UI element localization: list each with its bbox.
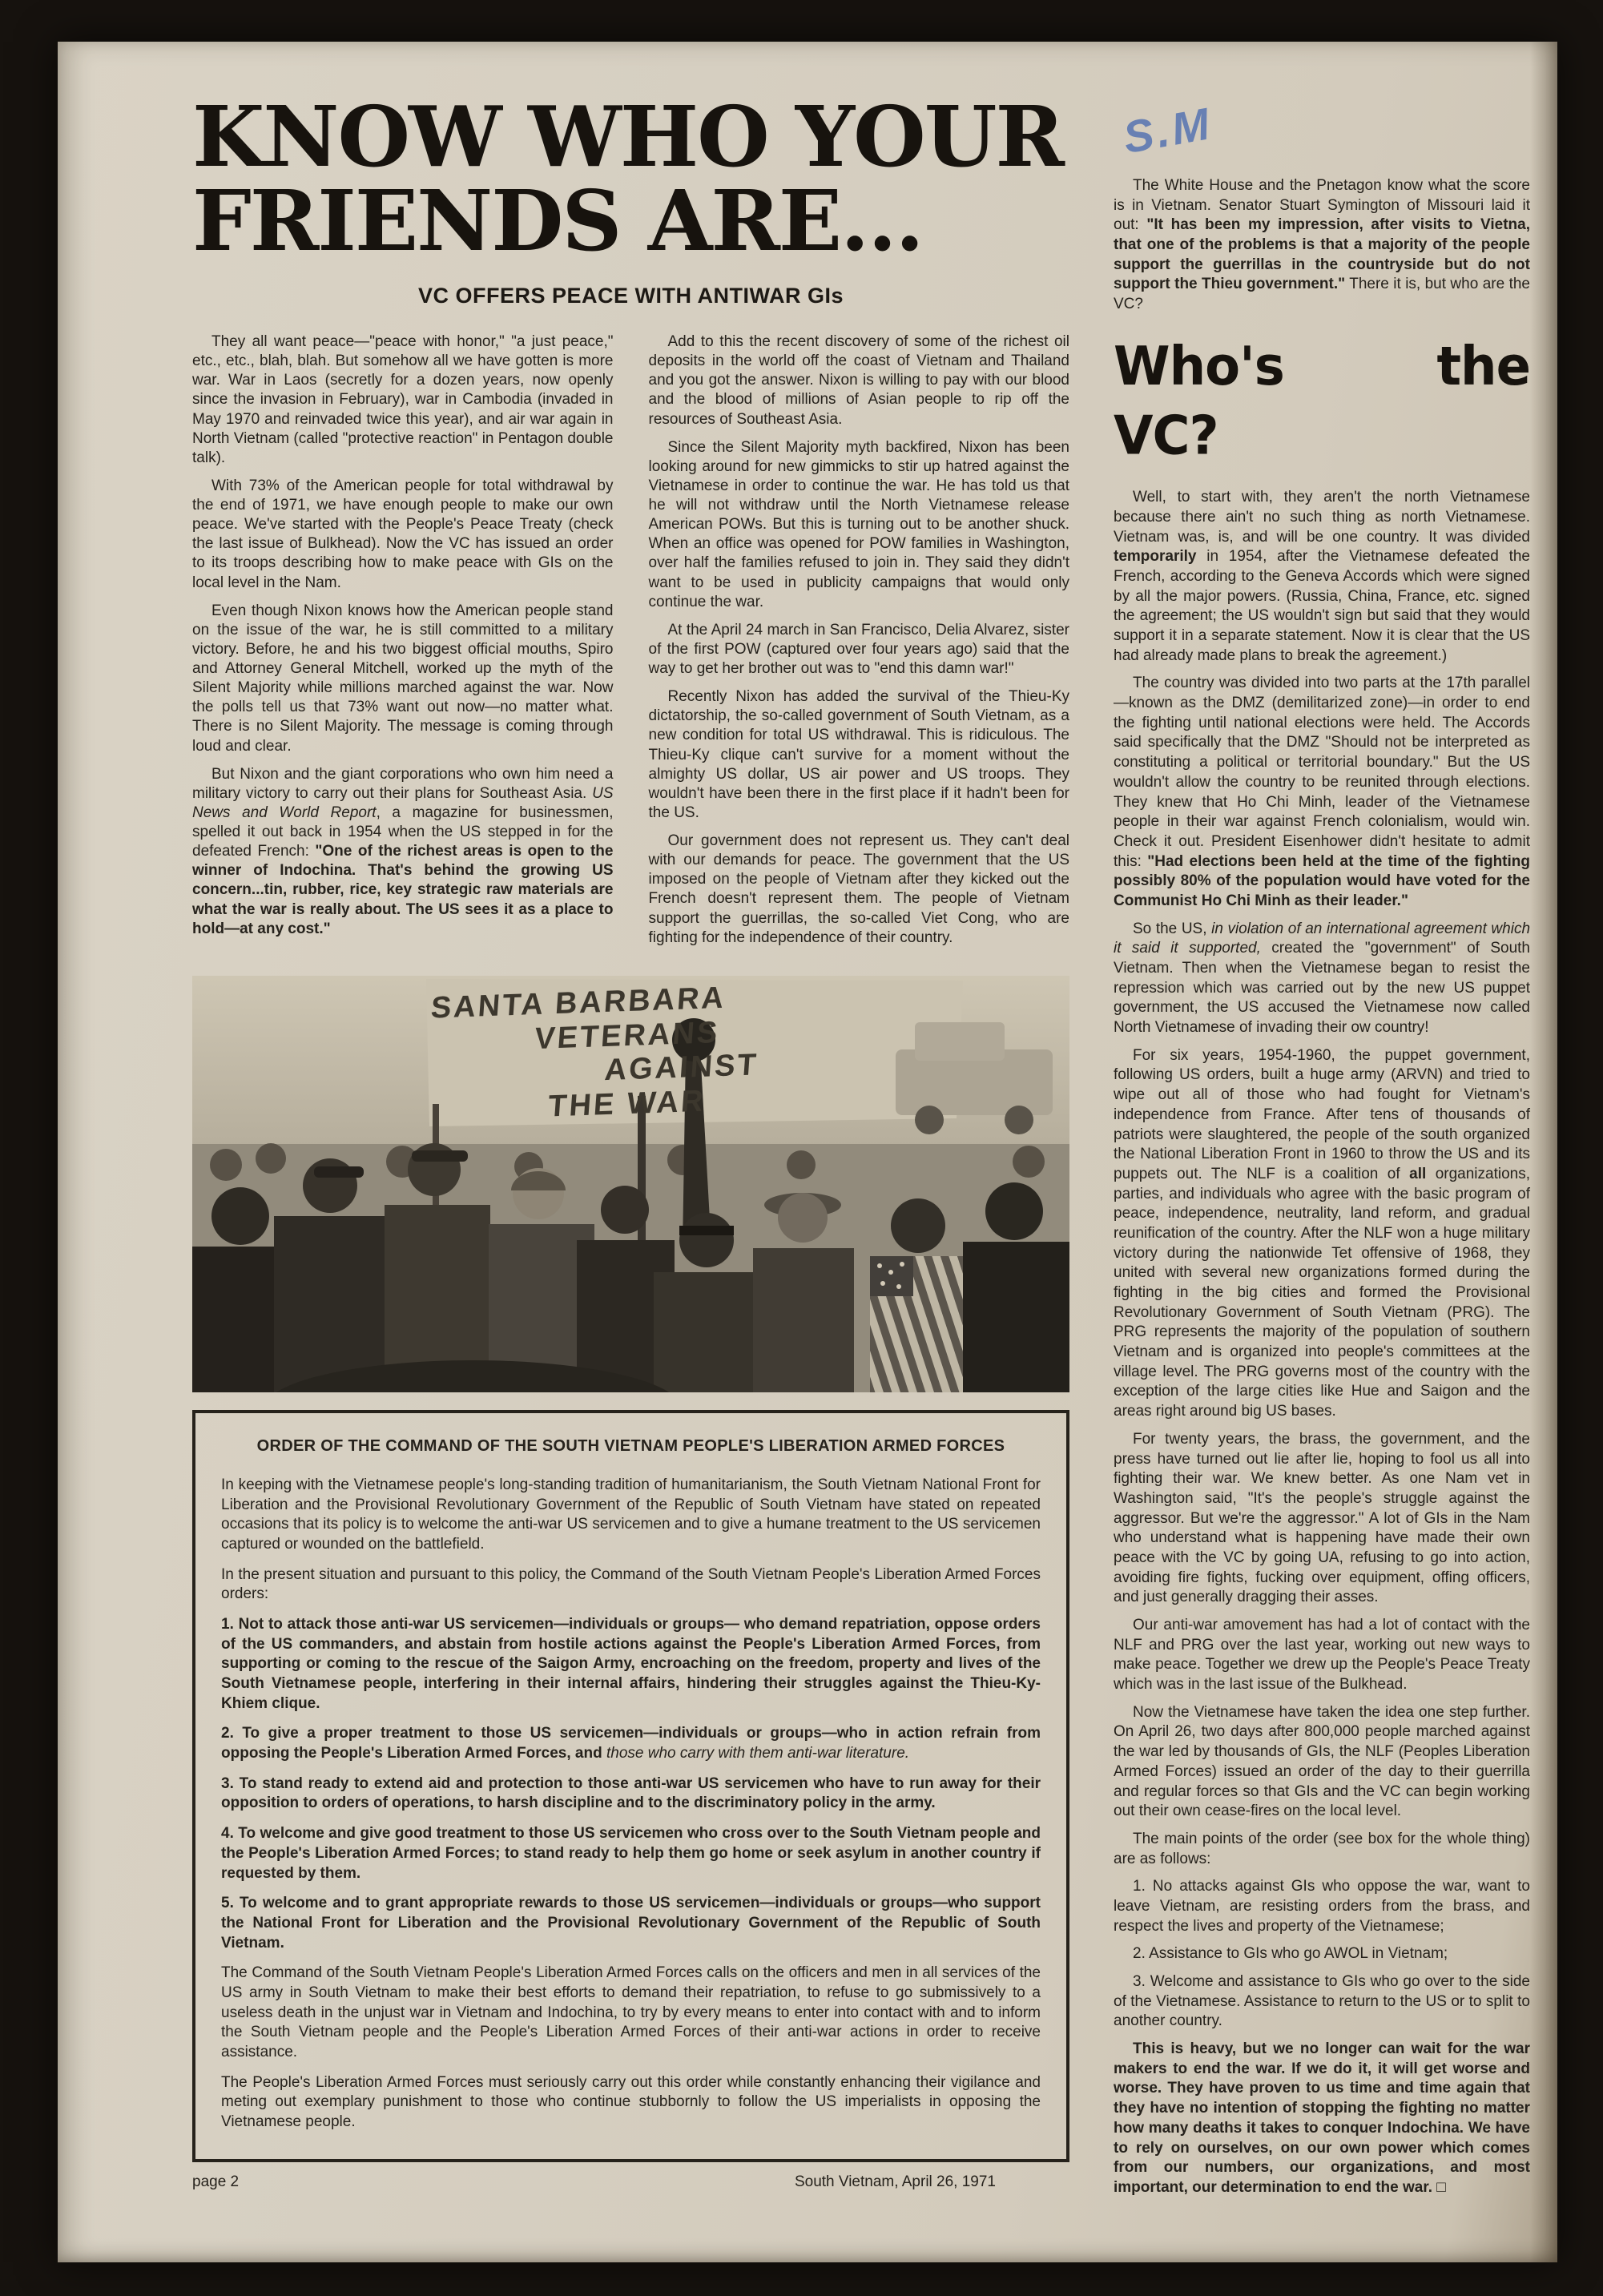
- article-column-2: [649, 332, 1070, 957]
- paragraph: 3. To stand ready to extend aid and protection to those anti-war US servicemen who have to run away for their opposition to orders of operations, to harsh discipline and to the discriminatory policy in the army.: [221, 1774, 1041, 1812]
- headline-line-2: FRIENDS ARE...: [192, 171, 923, 271]
- article-columns: [192, 332, 1069, 957]
- paragraph: Our government does not represent us. They can't deal with our demands for peace. The government that the US imposed on the people of Vietnam after they kicked out the French doesn't represent them. The people of Vietnam support the guerrillas, the so-called Viet Cong, who are fighting for the independence of their country.: [648, 832, 1069, 946]
- newspaper-page: [58, 42, 1557, 2262]
- paragraph: But Nixon and the giant corporations who own him need a military victory to carry out their plans for Southeast Asia. US News and World Report, a magazine for businessmen, spelled it out back in 1954 when the US stepped in for the defeated French: "One of the richest areas is open to the winner of Indochina. That's behind the growing US concern...tin, rubber, rice, key strategic raw materials are what the war is really about. The US sees it as a place to hold—at any cost.": [192, 765, 614, 937]
- paragraph: The White House and the Pnetagon know what the score is in Vietnam. Senator Stuart Symington of Missouri laid it out: "It has been my impression, after visits to Vietna, that one of the problems is that a majority of the people support the guerrillas in the countryside but do not support the Thieu government." There it is, but who are the VC?: [1114, 177, 1530, 313]
- article-column-1: [192, 332, 614, 957]
- page-footer: [192, 2173, 1069, 2191]
- paragraph: Even though Nixon knows how the American people stand on the issue of the war, he is still committed to a military victory. Before, he and his two biggest official mouths, Spiro and Attorney General Mitchell, worked up the myth of the Silent Majority while millions marched against the war. Now the polls tell us that 73% want out now—no matter what. There is no Silent Majority. The message is coming through loud and clear.: [192, 602, 614, 755]
- order-box: [192, 1410, 1069, 2162]
- sign-line: THE WAR: [546, 1084, 707, 1124]
- paragraph: For twenty years, the brass, the government, and the press have turned out lie after lie, hoping to fool us all into fighting their war. We knew better. As one Nam vet in Washington said, "It's the people's struggle against the aggressor. But we're the aggressor." A lot of GIs in the Nam who understand what is happening have made their own peace with the VC by going UA, refusing to go into action, avoiding fire fights, fucking over equipment, offing officers, and just generally dragging their asses.: [1114, 1430, 1530, 1606]
- paragraph: For six years, 1954-1960, the puppet government, following US orders, built a huge army (ARVN) and tried to wipe out all of those who had fought for Vietnam's independence from France. After tens of thousands of patriots were slaughtered, the people of the south organized the National Liberation Front in 1960 to throw the US and its puppets out. The NLF is a coalition of all organizations, parties, and individuals who agree with the basic program of peace, independence, neutrality, land reform, and gradual reunification of the country. After the NLF won a huge military victory during the nationwide Tet offensive of 1968, they united with several new organizations formed during the fighting in the big cities and formed the Provisional Revolutionary Government of South Vietnam (PRG). The PRG represents the majority of the population of southern Vietnam and is organized into people's committees at the village level. The PRG governs most of the country with the exception of the large cities like Hue and Saigon and the areas right around big US bases.: [1114, 1046, 1531, 1420]
- article-subhead: VC OFFERS PEACE WITH ANTIWAR GIs: [417, 284, 844, 308]
- paragraph: 5. To welcome and to grant appropriate rewards to those US servicemen—individuals or groups—who support the National Front for Liberation and the Provisional Revolutionary Government of the Republic of South Vietnam.: [221, 1895, 1041, 1952]
- paragraph: 4. To welcome and give good treatment to those US servicemen who cross over to the South Vietnam people and the People's Liberation Armed Forces; to stand ready to help them go home or seek asylum in another country if requested by them.: [221, 1825, 1041, 1882]
- paragraph: 2. Assistance to GIs who go AWOL in Vietnam;: [1133, 1945, 1448, 1963]
- paragraph: The main points of the order (see box for the whole thing) are as follows:: [1114, 1830, 1530, 1867]
- order-box-title: ORDER OF THE COMMAND OF THE SOUTH VIETNAM PEOPLE'S LIBERATION ARMED FORCES: [256, 1436, 1005, 1455]
- paragraph: Add to this the recent discovery of some of the richest oil deposits in the world off the coast of Vietnam and Thailand and you got the answer. Nixon is willing to pay with our blood and the blood of millions of Asian people to rip off the resources of Southeast Asia.: [648, 333, 1069, 428]
- headline-line-1: KNOW WHO YOUR: [192, 87, 1063, 186]
- paragraph: The country was divided into two parts at the 17th parallel—known as the DMZ (demilitarized zone)—in order to end the fighting until national elections were held. The Accords said specifically that the DMZ "Should not be interpreted as constituting a political or territorial boundary." But the US wouldn't allow the country to be reunited through elections. They knew that Ho Chi Minh, leader of the Vietnamese people in their war against French colonialism, would win. Check it out. President Eisenhower didn't hesitate to admit this: "Had elections been held at the time of the fighting possibly 80% of the population would have voted for the Communist Ho Chi Minh as their leader.": [1114, 675, 1530, 909]
- paragraph: Our anti-war amovement has had a lot of contact with the NLF and PRG over the last year, working out new ways to make peace. Together we drew up the People's Peace Treaty which was in the last issue of the Bulkhead.: [1114, 1617, 1530, 1694]
- paragraph: 3. Welcome and assistance to GIs who go over to the side of the Vietnamese. Assistance to return to the US or to split to another country.: [1114, 1973, 1530, 2030]
- intro-paragraph: [1114, 176, 1530, 315]
- vc-headline: Who's the VC?: [1114, 336, 1530, 468]
- page-number: page 2: [192, 2173, 240, 2190]
- paragraph: 1. No attacks against GIs who oppose the war, want to leave Vietnam, are resisting orders from the brass, and respect the lives and property of the Vietnamese;: [1114, 1878, 1530, 1935]
- sign-line: VETERANS: [533, 1015, 721, 1056]
- paragraph: 2. To give a proper treatment to those US servicemen—individuals or groups—who in action refrain from opposing the People's Liberation Armed Forces, and those who carry with them anti-war literature.: [221, 1725, 1041, 1762]
- paragraph: Since the Silent Majority myth backfired, Nixon has been looking around for new gimmicks to stir up hatred against the Vietnamese in order to continue the war. He has told us that he will not withdraw until the North Vietnamese release American POWs. But this is turning out to be another shuck. When an office was opened for POW families in Washington, over half the families refused to join in. They said they didn't want to be used in publicity campaigns that would only continue the war.: [648, 438, 1069, 610]
- paragraph: 1. Not to attack those anti-war US servicemen—individuals or groups— who demand repatriation, oppose orders of the US commanders, and abstain from hostile actions against the People's Liberation Armed Forces, from supporting or coming to the rescue of the Saigon Army, encroaching on the freedom, property and lives of the South Vietnamese people, interfering in their internal affairs, hindering their struggles against the Thieu-Ky-Khiem clique.: [221, 1615, 1041, 1712]
- protest-photo: [192, 976, 1069, 1392]
- sign-line: AGAINST: [603, 1048, 760, 1088]
- right-column: [1114, 176, 1530, 2206]
- paragraph: The People's Liberation Armed Forces must seriously carry out this order while constantly enhancing their vigilance and meting out exemplary punishment to those who continue stubbornly to follow the US imperialists in opposing the Vietnamese people.: [221, 2073, 1041, 2131]
- vc-article-body: [1114, 488, 1530, 2197]
- paragraph: So the US, in violation of an international agreement which it said it supported, created the "government" of South Vietnam. Then when the Vietnamese began to resist the repression which was carried out by the new US puppet government, the US accused the Vietnamese now called North Vietnamese of invading their ow country!: [1114, 920, 1531, 1037]
- paragraph: At the April 24 march in San Francisco, Delia Alvarez, sister of the first POW (captured over four years ago) said that the way to get her brother out was to "end this damn war!": [648, 621, 1069, 678]
- paragraph: With 73% of the American people for total withdrawal by the end of 1971, we have enough people to make our own peace. We've started with the People's Peace Treaty (check the last issue of Bulkhead). Now the VC has issued an order to its troops describing how to make peace with GIs on the local level in the Nam.: [192, 477, 614, 591]
- paragraph: In the present situation and pursuant to this policy, the Command of the South Vietnam People's Liberation Armed Forces orders:: [221, 1565, 1041, 1603]
- pen-mark: S.M: [1119, 97, 1217, 163]
- main-article: [192, 87, 1069, 2191]
- main-headline: [192, 87, 1069, 271]
- order-box-body: [221, 1476, 1041, 2133]
- protest-sign: [430, 976, 964, 1128]
- paragraph: In keeping with the Vietnamese people's long-standing tradition of humanitarianism, the South Vietnam National Front for Liberation and the Provisional Revolutionary Government of the Republic of South Vietnam have stated on repeated occasions that its policy is to welcome the anti-war US servicemen and to give a humane treatment to the US servicemen captured or wounded on the battlefield.: [221, 1476, 1041, 1553]
- paragraph: The Command of the South Vietnam People's Liberation Armed Forces calls on the officers and men in all services of the US army in South Vietnam to make their best efforts to demand their repatriation, to refuse to go submissively to a useless death in the unjust war in Vietnam and Indochina, to try by every means to enter into contact with and to inform the South Vietnam people and the People's Liberation Armed Forces of their anti-war actions in order to receive assistance.: [221, 1964, 1041, 2060]
- dateline: South Vietnam, April 26, 1971: [794, 2173, 996, 2190]
- paragraph: They all want peace—"peace with honor," "a just peace," etc., etc., blah, blah. But somehow all we have gotten is more war. War in Laos (secretly for a dozen years, now openly since the invasion in February), war in Cambodia (invaded in May 1970 and reinvaded twice this year), and air war again in North Vietnam (called "protective reaction" in Pentagon double talk).: [192, 333, 614, 466]
- paragraph: Now the Vietnamese have taken the idea one step further. On April 26, two days after 800,000 people marched against the war led by thousands of GIs, the NLF (Peoples Liberation Armed Forces) issued an order of the day to their guerrilla and regular forces so that GIs and the VC can begin working out their own cease-fires on the local level.: [1114, 1703, 1530, 1820]
- paragraph: This is heavy, but we no longer can wait for the war makers to end the war. If we do it, it will get worse and worse. They have proven to us time and time again that they have no intention of stopping the fighting no matter how many deaths it takes to conquer Indochina. We have to rely on ourselves, on our own power which comes from our numbers, our organizations, and most important, our determination to end the war. □: [1114, 2040, 1530, 2196]
- sign-line: SANTA BARBARA: [429, 981, 727, 1025]
- paragraph: Well, to start with, they aren't the north Vietnamese because there ain't no such thing as north Vietnamese. Vietnam was, is, and will be one country. It was divided temporarily in 1954, after the Vietnamese defeated the French, according to the Geneva Accords which were signed by all the major powers. (Russia, China, France, etc. signed the agreement; the US wouldn't sign but said that they would support it in a separate statement. Now it is clear that the US had already made plans to break the agreement.): [1114, 489, 1530, 664]
- paragraph: Recently Nixon has added the survival of the Thieu-Ky dictatorship, the so-called government of South Vietnam, as a new condition for total US withdrawal. This is ridiculous. The Thieu-Ky clique can't survive for a moment without the almighty US dollar, US air power and US troops. They wouldn't have been there in the first place if it hadn't been for the US.: [648, 688, 1069, 821]
